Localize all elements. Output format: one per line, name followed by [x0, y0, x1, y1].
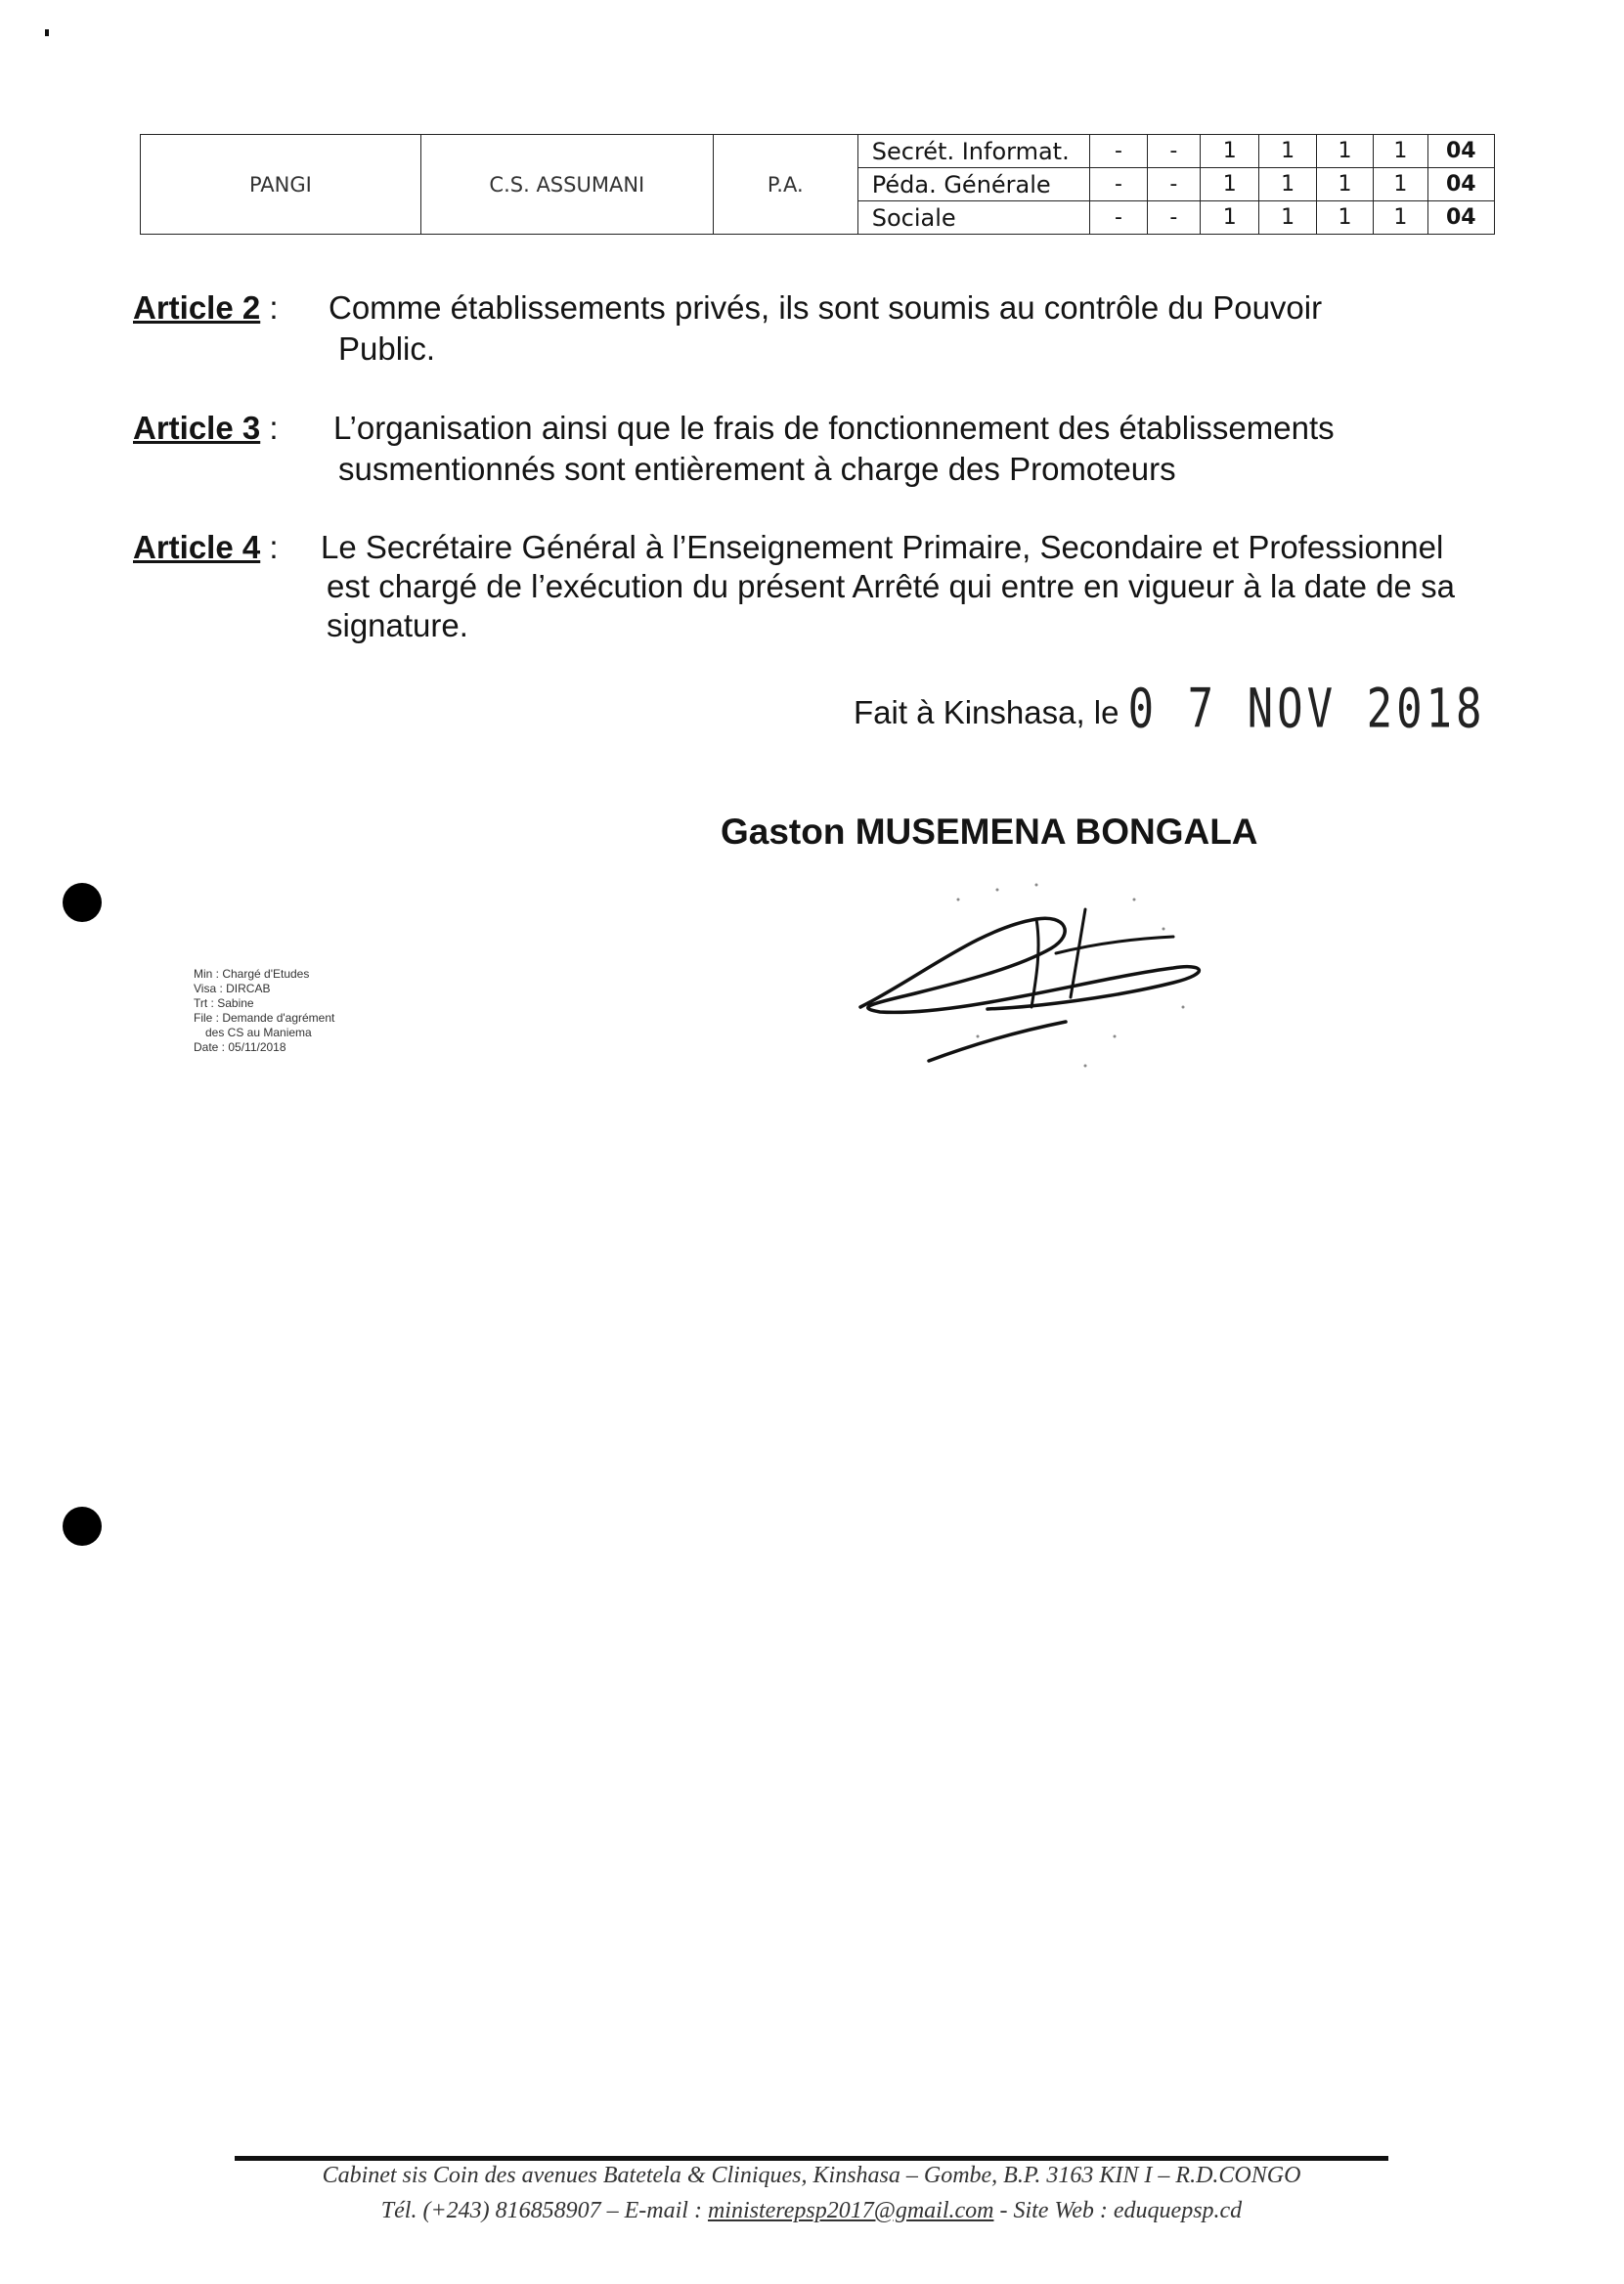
reference-line: File : Demande d'agrément [194, 1011, 335, 1025]
place-date-line [854, 678, 1486, 741]
class-cell: - [1090, 168, 1147, 201]
article-text: Comme établissements privés, ils sont soumis au contrôle du Pouvoir [329, 289, 1323, 326]
article-separator: : [260, 529, 279, 565]
article-separator: : [260, 410, 279, 446]
class-cell: 1 [1201, 201, 1259, 235]
class-cell: 1 [1374, 135, 1427, 168]
footer-email-link[interactable]: ministerepsp2017@gmail.com [707, 2198, 994, 2223]
option-cell: Sociale [857, 201, 1090, 235]
class-cell: 1 [1259, 135, 1316, 168]
class-cell: 1 [1201, 168, 1259, 201]
date-stamp: 0 7 NOV 2018 [1127, 678, 1486, 741]
class-cell: - [1147, 168, 1200, 201]
total-cell: 04 [1427, 168, 1495, 201]
schools-table [140, 134, 1495, 235]
article-label: Article 2 [133, 289, 261, 326]
reference-line: Visa : DIRCAB [194, 982, 271, 995]
class-cell: - [1090, 201, 1147, 235]
school-cell: C.S. ASSUMANI [420, 135, 713, 235]
signer-name: Gaston MUSEMENA BONGALA [721, 812, 1258, 852]
reference-block [194, 967, 334, 1055]
class-cell: 1 [1374, 201, 1427, 235]
article-text: Public. [338, 330, 436, 367]
signature-icon [841, 860, 1232, 1085]
reference-line: Min : Chargé d'Etudes [194, 967, 310, 981]
article-text: est chargé de l’exécution du présent Arrêté qui entre en vigueur à la date de sa [327, 568, 1455, 604]
table-row [141, 135, 1495, 168]
article-3 [133, 408, 1521, 487]
class-cell: 1 [1259, 201, 1316, 235]
article-text: susmentionnés sont entièrement à charge des Promoteurs [338, 451, 1176, 487]
reference-line: Trt : Sabine [194, 996, 254, 1010]
class-cell: 1 [1316, 201, 1373, 235]
footer-tel: Tél. (+243) 816858907 – E-mail : [380, 2198, 702, 2223]
article-text: Le Secrétaire Général à l’Enseignement Primaire, Secondaire et Professionnel [321, 529, 1444, 565]
class-cell: 1 [1374, 168, 1427, 201]
reference-line: des CS au Maniema [205, 1026, 312, 1039]
class-cell: - [1090, 135, 1147, 168]
option-cell: Péda. Générale [857, 168, 1090, 201]
option-cell: Secrét. Informat. [857, 135, 1090, 168]
scan-mark [45, 29, 49, 36]
class-cell: - [1147, 201, 1200, 235]
locality-cell: PANGI [141, 135, 421, 235]
regime-cell: P.A. [713, 135, 857, 235]
class-cell: 1 [1201, 135, 1259, 168]
total-cell: 04 [1427, 201, 1495, 235]
footer-site: - Site Web : eduquepsp.cd [999, 2198, 1243, 2223]
punch-hole-top [63, 883, 102, 922]
punch-hole-bottom [63, 1507, 102, 1546]
class-cell: 1 [1316, 135, 1373, 168]
article-separator: : [260, 289, 279, 326]
class-cell: 1 [1316, 168, 1373, 201]
article-label: Article 3 [133, 410, 261, 446]
footer-rule [235, 2156, 1388, 2161]
class-cell: 1 [1259, 168, 1316, 201]
reference-line: Date : 05/11/2018 [194, 1040, 286, 1054]
total-cell: 04 [1427, 135, 1495, 168]
class-cell: - [1147, 135, 1200, 168]
footer-contact [235, 2198, 1388, 2224]
article-2 [133, 287, 1521, 367]
footer-address: Cabinet sis Coin des avenues Batetela & Cliniques, Kinshasa – Gombe, B.P. 3163 KIN I – R.D.CONGO [322, 2163, 1301, 2188]
article-4 [133, 527, 1521, 643]
article-label: Article 4 [133, 529, 261, 565]
article-text: L’organisation ainsi que le frais de fonctionnement des établissements [333, 410, 1335, 446]
place-text: Fait à Kinshasa, le [854, 694, 1119, 730]
article-text: signature. [327, 607, 468, 643]
